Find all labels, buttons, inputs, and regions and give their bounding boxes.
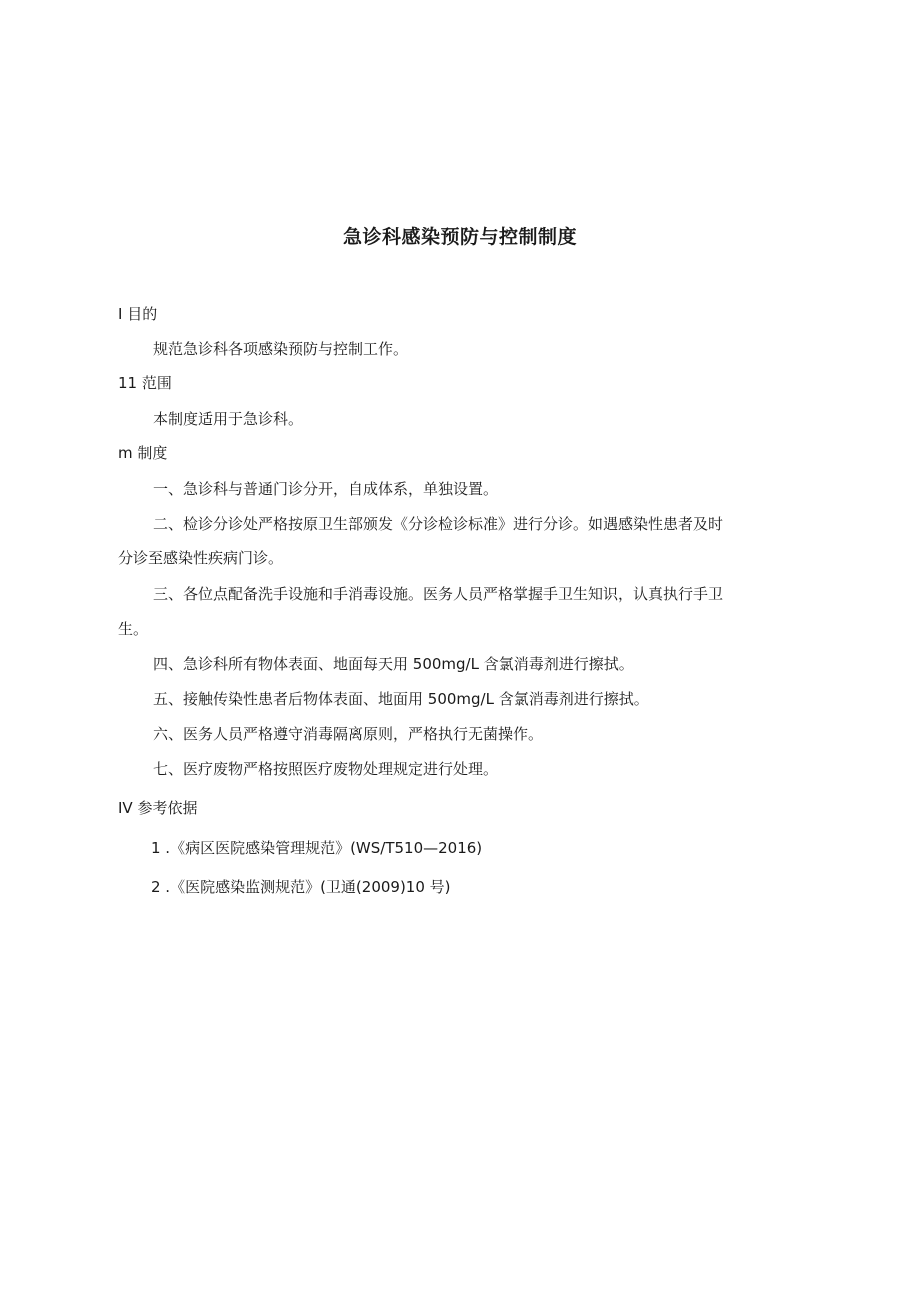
section-heading-references: IV 参考依据	[118, 799, 198, 817]
section-heading-scope: 11 范围	[118, 374, 172, 392]
policy-item: 一、急诊科与普通门诊分开，自成体系，单独设置。	[153, 480, 499, 498]
policy-item: 二、检诊分诊处严格按原卫生部颁发《分诊检诊标准》进行分诊。如遇感染性患者及时	[153, 515, 724, 533]
reference-item: 2 .《医院感染监测规范》(卫通(2009)10 号)	[151, 878, 451, 896]
policy-item-continuation: 分诊至感染性疾病门诊。	[118, 549, 284, 567]
section-heading-policy: m 制度	[118, 444, 168, 462]
policy-item: 七、医疗废物严格按照医疗废物处理规定进行处理。	[153, 760, 499, 778]
purpose-text: 规范急诊科各项感染预防与控制工作。	[153, 340, 409, 358]
policy-item: 五、接触传染性患者后物体表面、地面用 500mg/L 含氯消毒剂进行擦拭。	[153, 690, 649, 708]
reference-item: 1 .《病区医院感染管理规范》(WS/T510—2016)	[151, 839, 483, 857]
scope-text: 本制度适用于急诊科。	[153, 410, 304, 428]
policy-item-continuation: 生。	[118, 620, 149, 638]
section-heading-purpose: I 目的	[118, 305, 158, 323]
policy-item: 六、医务人员严格遵守消毒隔离原则，严格执行无菌操作。	[153, 725, 544, 743]
policy-item: 三、各位点配备洗手设施和手消毒设施。医务人员严格掌握手卫生知识，认真执行手卫	[153, 585, 724, 603]
document-title: 急诊科感染预防与控制制度	[342, 226, 577, 248]
policy-item: 四、急诊科所有物体表面、地面每天用 500mg/L 含氯消毒剂进行擦拭。	[153, 655, 634, 673]
